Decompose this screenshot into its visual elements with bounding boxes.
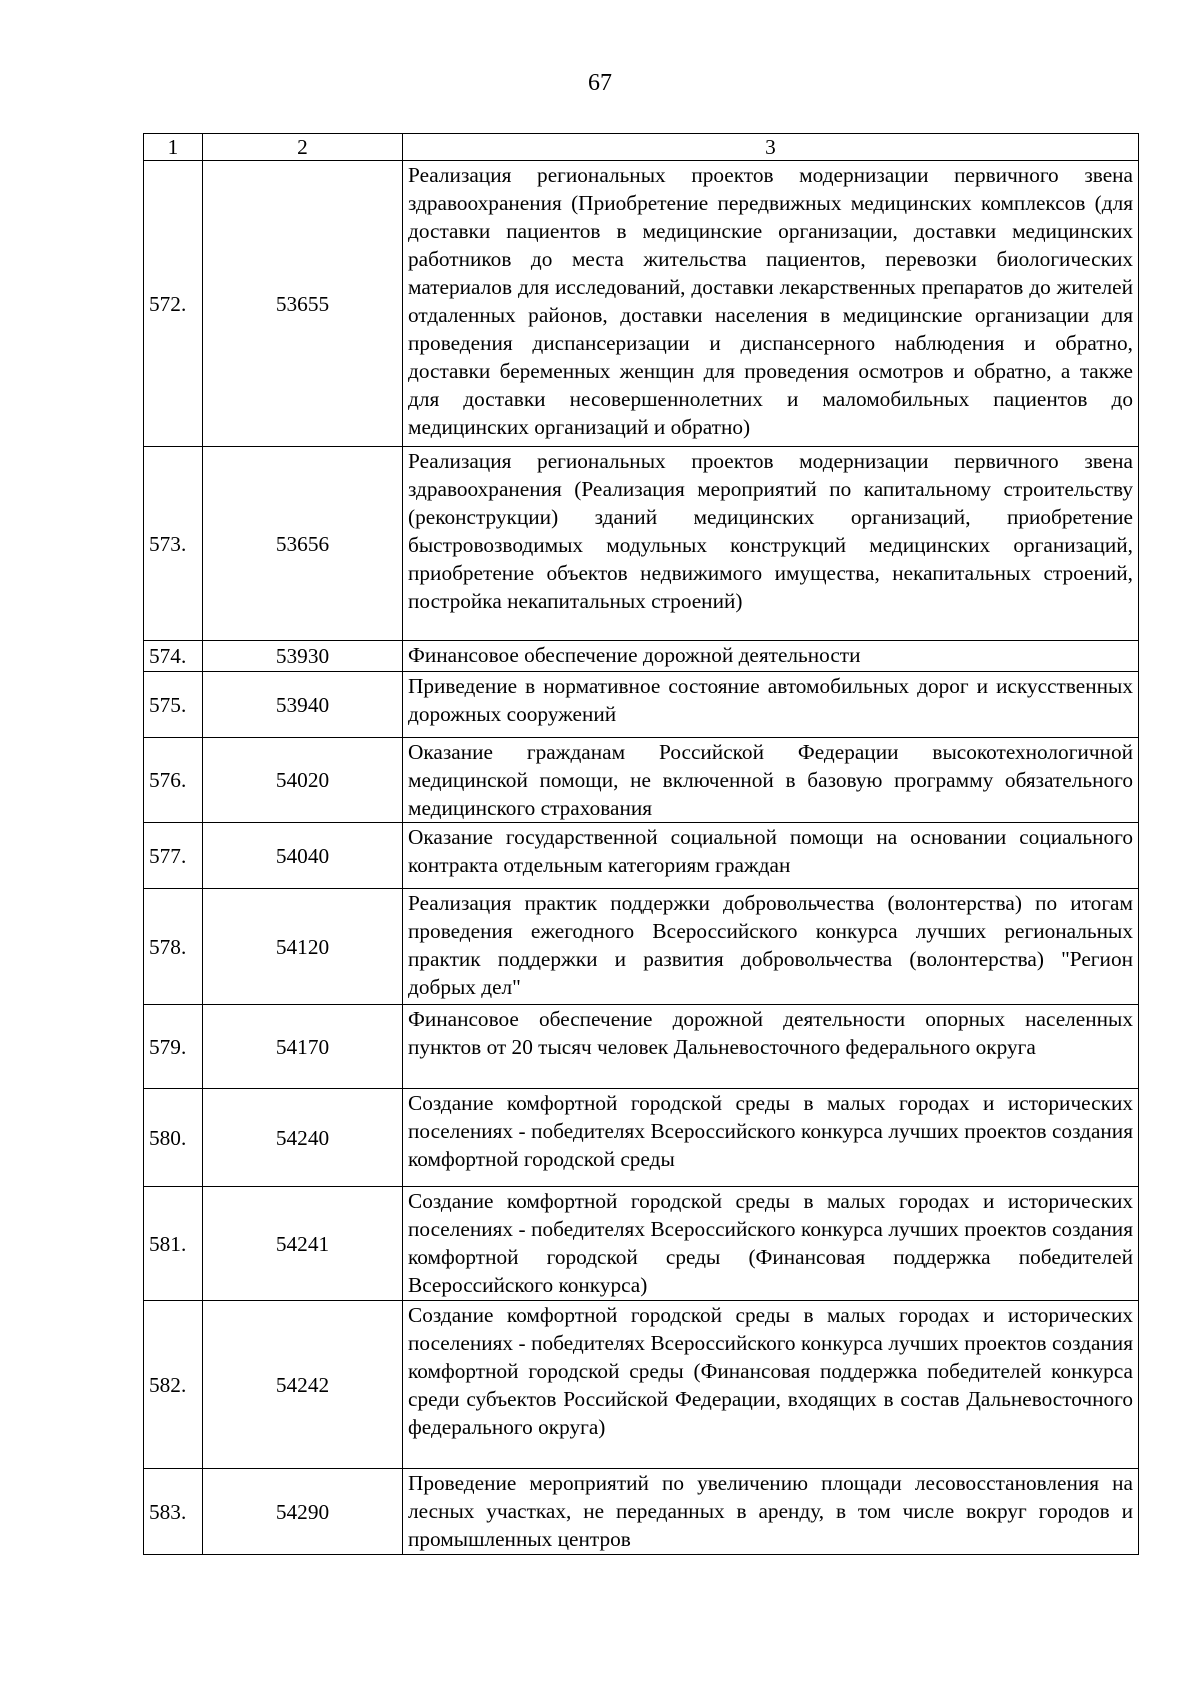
row-code: 54240: [203, 1089, 403, 1187]
row-number: 576.: [144, 738, 203, 823]
table-row: [144, 672, 1139, 738]
row-description: Создание комфортной городской среды в малых городах и исторических поселениях - победителях Всероссийского конкурса лучших проектов создания комфортной городской среды (Финансовая поддержка победителей конкурса среди субъектов Российской Федерации, входящих в состав Дальневосточного федерального округа): [403, 1301, 1139, 1469]
table-row: [144, 447, 1139, 641]
table-row: [144, 889, 1139, 1005]
table-row: [144, 1089, 1139, 1187]
table-row: [144, 1469, 1139, 1555]
row-description: Создание комфортной городской среды в малых городах и исторических поселениях - победителях Всероссийского конкурса лучших проектов создания комфортной городской среды (Финансовая поддержка победителей Всероссийского конкурса): [403, 1187, 1139, 1301]
table-row: [144, 1005, 1139, 1089]
row-description: Финансовое обеспечение дорожной деятельности: [403, 641, 1139, 672]
row-description: Оказание гражданам Российской Федерации высокотехнологичной медицинской помощи, не включенной в базовую программу обязательного медицинского страхования: [403, 738, 1139, 823]
row-number: 583.: [144, 1469, 203, 1555]
table-row: [144, 1301, 1139, 1469]
page-number: 67: [588, 70, 612, 96]
table-header-row: [144, 134, 1139, 161]
row-code: 53930: [203, 641, 403, 672]
table-row: [144, 161, 1139, 447]
row-code: 54170: [203, 1005, 403, 1089]
row-code: 54242: [203, 1301, 403, 1469]
row-code: 54290: [203, 1469, 403, 1555]
row-code: 54040: [203, 823, 403, 889]
row-number: 578.: [144, 889, 203, 1005]
row-description: Реализация региональных проектов модернизации первичного звена здравоохранения (Реализация мероприятий по капитальному строительству (реконструкции) зданий медицинских организаций, приобретение быстровозводимых модульных конструкций медицинских организаций, приобретение объектов недвижимого имущества, некапитальных строений, постройка некапитальных строений): [403, 447, 1139, 641]
row-number: 574.: [144, 641, 203, 672]
table-row: [144, 641, 1139, 672]
table-row: [144, 823, 1139, 889]
row-code: 53656: [203, 447, 403, 641]
row-description: Создание комфортной городской среды в малых городах и исторических поселениях - победителях Всероссийского конкурса лучших проектов создания комфортной городской среды: [403, 1089, 1139, 1187]
row-number: 579.: [144, 1005, 203, 1089]
column-header-3: 3: [403, 134, 1139, 161]
row-code: 53940: [203, 672, 403, 738]
row-description: Приведение в нормативное состояние автомобильных дорог и искусственных дорожных сооружений: [403, 672, 1139, 738]
row-number: 581.: [144, 1187, 203, 1301]
row-description: Реализация практик поддержки добровольчества (волонтерства) по итогам проведения ежегодного Всероссийского конкурса лучших региональных практик поддержки и развития добровольчества (волонтерства) "Регион добрых дел": [403, 889, 1139, 1005]
column-header-2: 2: [203, 134, 403, 161]
row-code: 53655: [203, 161, 403, 447]
row-description: Реализация региональных проектов модернизации первичного звена здравоохранения (Приобретение передвижных медицинских комплексов (для доставки пациентов в медицинские организации, доставки медицинских работников до места жительства пациентов, перевозки биологических материалов для исследований, доставки лекарственных препаратов до жителей отдаленных районов, доставки населения в медицинские организации для проведения диспансеризации и диспансерного наблюдения и обратно, доставки беременных женщин для проведения осмотров и обратно, а также для доставки несовершеннолетних и маломобильных пациентов до медицинских организаций и обратно): [403, 161, 1139, 447]
row-code: 54120: [203, 889, 403, 1005]
budget-codes-table: [143, 133, 1139, 1555]
table-row: [144, 738, 1139, 823]
row-number: 582.: [144, 1301, 203, 1469]
column-header-1: 1: [144, 134, 203, 161]
row-number: 580.: [144, 1089, 203, 1187]
row-description: Оказание государственной социальной помощи на основании социального контракта отдельным категориям граждан: [403, 823, 1139, 889]
row-description: Проведение мероприятий по увеличению площади лесовосстановления на лесных участках, не переданных в аренду, в том числе вокруг городов и промышленных центров: [403, 1469, 1139, 1555]
row-number: 575.: [144, 672, 203, 738]
row-code: 54241: [203, 1187, 403, 1301]
table-row: [144, 1187, 1139, 1301]
row-number: 577.: [144, 823, 203, 889]
row-number: 573.: [144, 447, 203, 641]
row-description: Финансовое обеспечение дорожной деятельности опорных населенных пунктов от 20 тысяч человек Дальневосточного федерального округа: [403, 1005, 1139, 1089]
row-number: 572.: [144, 161, 203, 447]
row-code: 54020: [203, 738, 403, 823]
